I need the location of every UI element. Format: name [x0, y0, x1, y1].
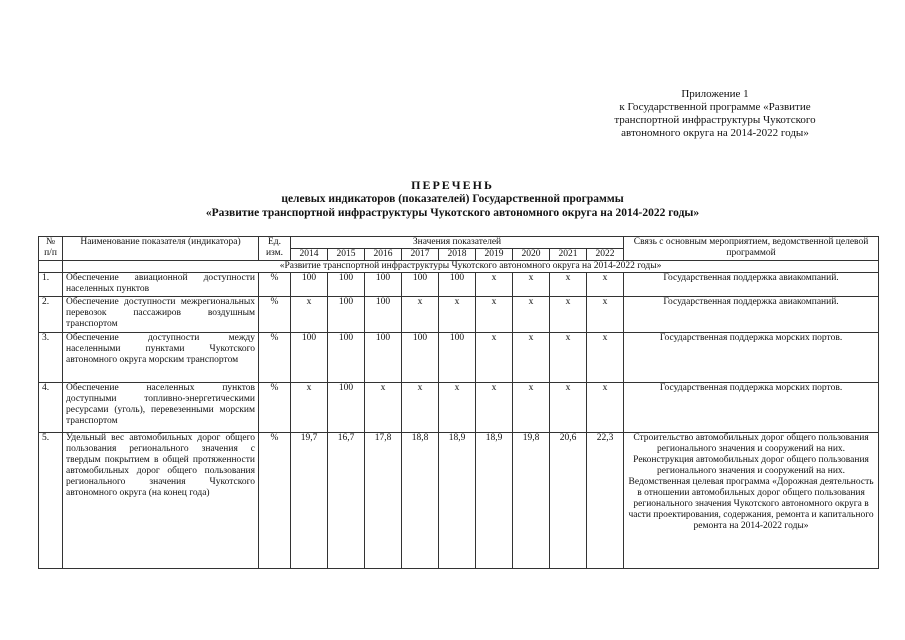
row-value: x — [439, 297, 476, 333]
row-value: 100 — [402, 273, 439, 297]
row-name: Обеспечение авиационной доступности населенных пунктов — [63, 273, 259, 297]
row-value: 100 — [439, 333, 476, 383]
row-value: x — [513, 333, 550, 383]
row-value: 100 — [402, 333, 439, 383]
row-value: x — [439, 383, 476, 433]
header-year: 2016 — [365, 249, 402, 261]
row-value: x — [587, 273, 624, 297]
row-value: 18,9 — [476, 433, 513, 569]
document-title: ПЕРЕЧЕНЬ — [411, 178, 494, 192]
table-row — [39, 333, 879, 383]
row-value: x — [476, 297, 513, 333]
row-value: x — [291, 383, 328, 433]
appendix-line: к Государственной программе «Развитие — [619, 101, 811, 113]
row-unit: % — [259, 383, 291, 433]
row-value: x — [513, 273, 550, 297]
row-link: Государственная поддержка авиакомпаний. — [624, 297, 879, 333]
row-value: x — [476, 383, 513, 433]
row-value: 100 — [365, 273, 402, 297]
table-row — [39, 297, 879, 333]
row-num: 3. — [39, 333, 63, 383]
header-year: 2014 — [291, 249, 328, 261]
row-value: x — [291, 297, 328, 333]
indicators-table — [38, 236, 879, 569]
header-year: 2021 — [550, 249, 587, 261]
row-value: 100 — [365, 297, 402, 333]
row-value: 100 — [328, 333, 365, 383]
row-name: Удельный вес автомобильных дорог общего пользования регионального значения с твердым покрытием в общей протяженности автомобильных дорог общего пользования регионального значения Чукотского автономного округа (на конец года) — [63, 433, 259, 569]
row-unit: % — [259, 273, 291, 297]
row-value: 20,6 — [550, 433, 587, 569]
row-value: 100 — [439, 273, 476, 297]
appendix-line: транспортной инфраструктуры Чукотского — [614, 114, 816, 126]
row-unit: % — [259, 297, 291, 333]
section-title: «Развитие транспортной инфраструктуры Чукотского автономного округа на 2014-2022 годы» — [63, 261, 879, 273]
section-spacer — [39, 261, 63, 273]
row-value: x — [365, 383, 402, 433]
row-num: 2. — [39, 297, 63, 333]
header-year: 2020 — [513, 249, 550, 261]
header-values: Значения показателей — [291, 237, 624, 249]
table-row — [39, 273, 879, 297]
table-header-row — [39, 237, 879, 249]
row-value: x — [550, 383, 587, 433]
header-name: Наименование показателя (индикатора) — [63, 237, 259, 261]
row-value: x — [476, 273, 513, 297]
row-value: x — [550, 297, 587, 333]
row-link: Строительство автомобильных дорог общего пользования регионального значения и сооружений на них. Реконструкция автомобильных дорог общего пользования регионального значения и сооружений на них. Ведомственная целевая программа «Дорожная деятельность в отношении автомобильных дорог общего пользования регионального значения Чукотского автономного округа в части проектирования, содержания, ремонта и капитального ремонта на 2014-2022 годы» — [624, 433, 879, 569]
row-value: 18,8 — [402, 433, 439, 569]
appendix-line: автономного округа на 2014-2022 годы» — [621, 127, 809, 139]
row-value: 19,8 — [513, 433, 550, 569]
row-value: 22,3 — [587, 433, 624, 569]
table-row — [39, 383, 879, 433]
header-link: Связь с основным мероприятием, ведомственной целевой программой — [624, 237, 879, 261]
appendix-note — [560, 88, 870, 140]
table-row — [39, 433, 879, 569]
document-subtitle-line: «Развитие транспортной инфраструктуры Чукотского автономного округа на 2014-2022 годы» — [205, 207, 700, 219]
row-value: x — [587, 297, 624, 333]
row-unit: % — [259, 333, 291, 383]
row-value: x — [402, 297, 439, 333]
row-link: Государственная поддержка авиакомпаний. — [624, 273, 879, 297]
row-value: 100 — [365, 333, 402, 383]
row-value: x — [513, 383, 550, 433]
row-value: x — [587, 333, 624, 383]
row-name: Обеспечение населенных пунктов доступными топливно-энергетическими ресурсами (уголь), перевезенными морским транспортом — [63, 383, 259, 433]
section-row — [39, 261, 879, 273]
header-year: 2015 — [328, 249, 365, 261]
row-value: x — [476, 333, 513, 383]
row-value: 17,8 — [365, 433, 402, 569]
row-value: 100 — [291, 273, 328, 297]
row-unit: % — [259, 433, 291, 569]
row-link: Государственная поддержка морских портов. — [624, 333, 879, 383]
row-name: Обеспечение доступности между населенными пунктами Чукотского автономного округа морским транспортом — [63, 333, 259, 383]
header-year: 2017 — [402, 249, 439, 261]
header-num: № п/п — [39, 237, 63, 261]
header-year: 2018 — [439, 249, 476, 261]
row-value: 100 — [291, 333, 328, 383]
row-value: x — [550, 333, 587, 383]
row-value: 19,7 — [291, 433, 328, 569]
row-value: 100 — [328, 297, 365, 333]
row-value: x — [587, 383, 624, 433]
row-num: 1. — [39, 273, 63, 297]
row-name: Обеспечение доступности межрегиональных перевозок пассажиров воздушным транспортом — [63, 297, 259, 333]
row-value: x — [550, 273, 587, 297]
row-value: x — [513, 297, 550, 333]
header-year: 2019 — [476, 249, 513, 261]
header-year: 2022 — [587, 249, 624, 261]
header-unit: Ед. изм. — [259, 237, 291, 261]
row-link: Государственная поддержка морских портов. — [624, 383, 879, 433]
row-num: 4. — [39, 383, 63, 433]
row-value: 100 — [328, 273, 365, 297]
row-value: 100 — [328, 383, 365, 433]
row-value: x — [402, 383, 439, 433]
row-value: 16,7 — [328, 433, 365, 569]
document-subtitle-line: целевых индикаторов (показателей) Государственной программы — [281, 193, 624, 205]
row-value: 18,9 — [439, 433, 476, 569]
document-title-block — [0, 178, 905, 220]
appendix-line: Приложение 1 — [681, 88, 749, 100]
row-num: 5. — [39, 433, 63, 569]
